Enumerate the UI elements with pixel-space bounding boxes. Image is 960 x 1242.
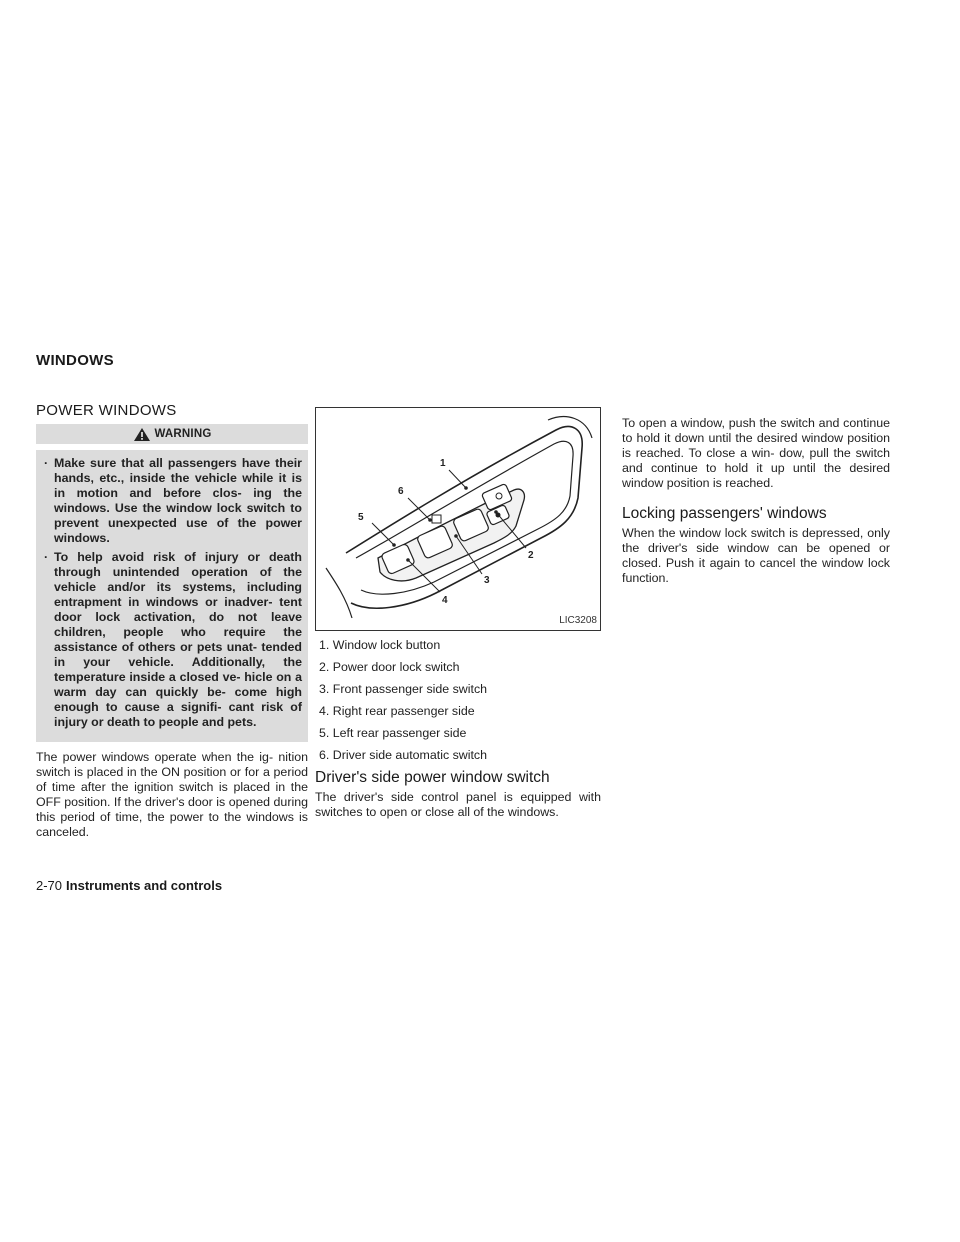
driver-switch-heading: Driver's side power window switch <box>315 769 550 786</box>
locking-text: When the window lock switch is depressed, only the driver's side window can be opened or closed. Push it again to cancel the window lock function. <box>622 526 890 585</box>
legend-item: 1. Window lock button <box>319 638 441 652</box>
column-middle <box>315 407 601 820</box>
legend-item: 6. Driver side automatic switch <box>319 748 488 762</box>
column-right <box>622 416 890 586</box>
driver-switch-text: The driver's side control panel is equipped with switches to open or close all of the windows. <box>315 790 601 819</box>
locking-heading: Locking passengers' windows <box>622 505 827 522</box>
warning-label: WARNING <box>154 427 212 440</box>
open-close-text: To open a window, push the switch and continue to hold it down until the desired window position is reached. To close a win- dow, pull the switch and continue to hold it up until the desired window position is reached. <box>622 416 890 490</box>
figure-code: LIC3208 <box>559 615 597 626</box>
warning-box <box>36 450 308 742</box>
warning-item-text: Make sure that all passengers have their hands, etc., inside the vehicle while it is in motion and before clos- ing the windows. Use the window lock switch to prevent unexpected use of the power windows. <box>54 456 302 545</box>
warning-icon <box>133 427 151 442</box>
bullet: · <box>44 456 49 470</box>
window-switch-illustration <box>316 408 600 630</box>
legend-item: 3. Front passenger side switch <box>319 682 488 696</box>
column-left <box>36 424 308 840</box>
callout-1: 1 <box>440 458 446 469</box>
page-title: POWER WINDOWS <box>36 402 177 419</box>
callout-2: 2 <box>528 550 534 561</box>
intro-paragraph: The power windows operate when the ig- nition switch is placed in the ON position or for a period of time after the ignition switch is placed in the OFF position. If the driver's door is opened during this period of time, the power to the windows is canceled. <box>36 750 308 839</box>
legend-item: 5. Left rear passenger side <box>319 726 467 740</box>
chapter-title: Instruments and controls <box>66 878 223 893</box>
callout-6: 6 <box>398 486 404 497</box>
section-header: WINDOWS <box>36 352 114 369</box>
callout-4: 4 <box>442 595 448 606</box>
page-number: 2-70 <box>36 878 63 893</box>
legend-item: 2. Power door lock switch <box>319 660 460 674</box>
warning-item <box>44 456 302 546</box>
legend-item: 4. Right rear passenger side <box>319 704 475 718</box>
window-switch-figure <box>315 407 601 631</box>
callout-5: 5 <box>358 512 364 523</box>
warning-header <box>36 424 308 444</box>
warning-item <box>44 550 302 730</box>
bullet: · <box>44 550 49 564</box>
warning-item-text: To help avoid risk of injury or death through unintended operation of the vehicle and/or its systems, including entrapment in windows or inadver- tent door lock activation, do not leave children, people who require the assistance of others or pets unat- tended in your vehicle. Additionally, the temperature inside a closed ve- hicle on a warm day can quickly be- come high enough to cause a signifi- cant risk of injury or death to people and pets. <box>54 550 302 729</box>
callout-3: 3 <box>484 575 490 586</box>
page-footer <box>36 878 222 893</box>
